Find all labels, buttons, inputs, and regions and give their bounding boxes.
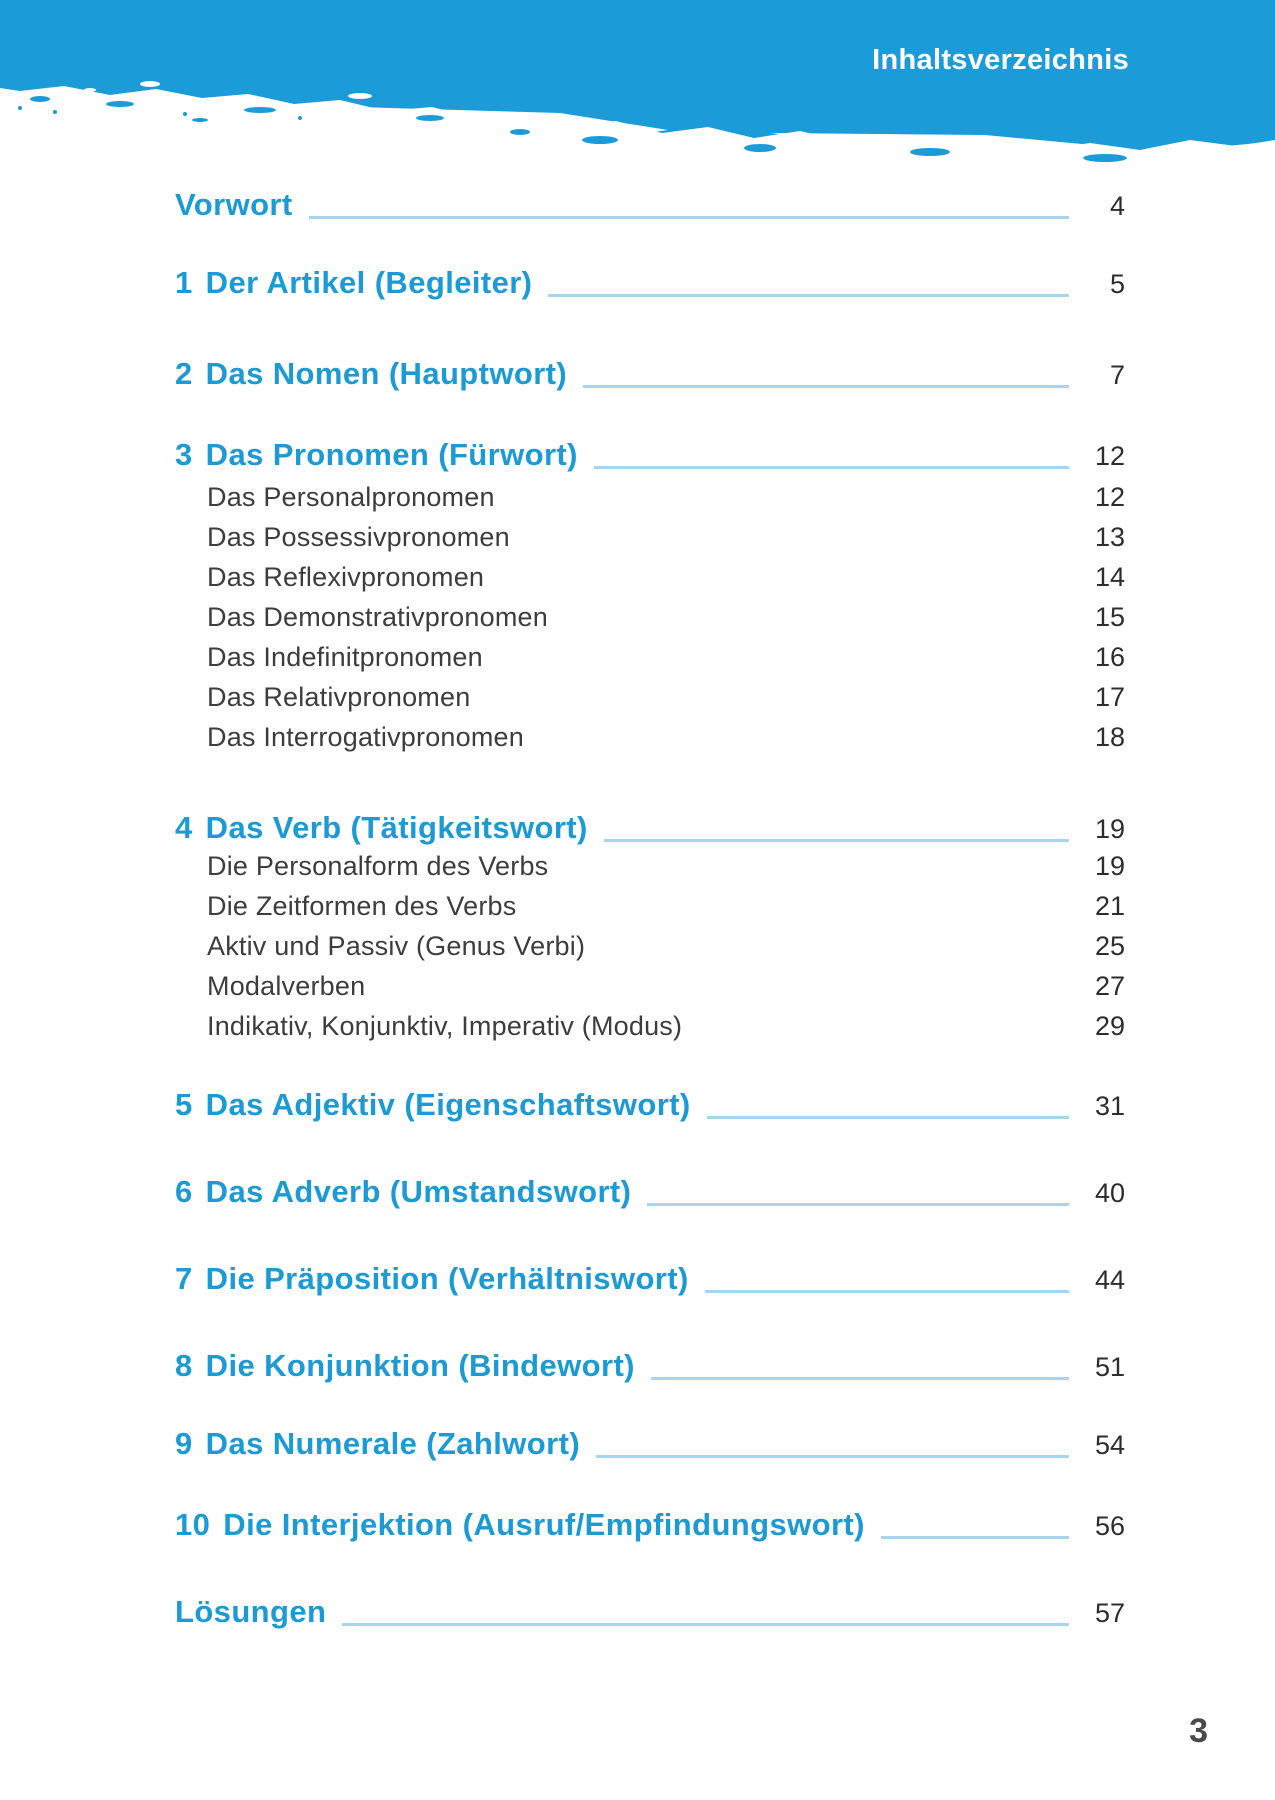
toc-entry-title: Lösungen <box>175 1594 327 1629</box>
toc-subentry-title: Indikativ, Konjunktiv, Imperativ (Modus) <box>207 1011 683 1041</box>
toc-entry-page: 40 <box>1094 1178 1125 1208</box>
toc-subentry-page: 16 <box>1094 642 1125 672</box>
toc-subentry <box>207 602 1125 633</box>
toc-entry-number: 8 <box>175 1348 193 1383</box>
toc-subentry-page: 13 <box>1094 522 1125 552</box>
toc-subentry-title: Das Relativpronomen <box>207 682 471 712</box>
toc-subentry-title: Das Demonstrativpronomen <box>207 602 548 632</box>
toc-subentry-title: Das Indefinitpronomen <box>207 642 483 672</box>
toc-subentry-page: 15 <box>1094 602 1125 632</box>
toc-entry-page: 57 <box>1094 1598 1125 1628</box>
toc-entry-title: Das Nomen (Hauptwort) <box>205 356 568 391</box>
toc-entry-page: 31 <box>1094 1091 1125 1121</box>
toc-subentry <box>207 891 1125 922</box>
toc-subentry <box>207 722 1125 753</box>
toc-entry <box>175 1507 1125 1543</box>
leader-line <box>309 207 1069 219</box>
toc-subentry-page: 17 <box>1094 682 1125 712</box>
toc-subentry-title: Aktiv und Passiv (Genus Verbi) <box>207 931 586 961</box>
toc-subentry <box>207 522 1125 553</box>
toc-subentry <box>207 562 1125 593</box>
toc-subentry-page: 19 <box>1094 851 1125 881</box>
toc-entry-title: Vorwort <box>175 187 293 222</box>
toc-entry-page: 7 <box>1109 360 1125 390</box>
toc-subentry <box>207 682 1125 713</box>
toc-entry-page: 56 <box>1094 1511 1125 1541</box>
toc-entry-number: 4 <box>175 810 193 845</box>
leader-line <box>583 376 1069 388</box>
toc-subentry-page: 21 <box>1094 891 1125 921</box>
toc-entry-title: Das Verb (Tätigkeitswort) <box>205 810 588 845</box>
toc-entry-page: 44 <box>1094 1265 1125 1295</box>
toc-subentry-page: 12 <box>1094 482 1125 512</box>
toc-subentry-page: 14 <box>1094 562 1125 592</box>
toc-entry-number: 10 <box>175 1507 211 1542</box>
toc-subentry-page: 27 <box>1094 971 1125 1001</box>
toc-entry <box>175 1174 1125 1210</box>
toc-entry <box>175 1087 1125 1123</box>
toc-subentry <box>207 482 1125 513</box>
toc-entry-title: Der Artikel (Begleiter) <box>205 265 533 300</box>
toc-entry-number: 2 <box>175 356 193 391</box>
toc-entry-page: 54 <box>1094 1430 1125 1460</box>
toc-entry <box>175 437 1125 473</box>
leader-line <box>707 1107 1069 1119</box>
toc-subentry-page: 18 <box>1094 722 1125 752</box>
toc-subentry-title: Das Possessivpronomen <box>207 522 510 552</box>
toc-entry-title: Das Adverb (Umstandswort) <box>205 1174 632 1209</box>
leader-line <box>548 285 1069 297</box>
leader-line <box>594 457 1069 469</box>
toc-entry-page: 4 <box>1109 191 1125 221</box>
toc-entry-page: 51 <box>1094 1352 1125 1382</box>
brush-stroke-graphic <box>0 0 1275 170</box>
toc-entry-number: 6 <box>175 1174 193 1209</box>
leader-line <box>651 1368 1069 1380</box>
toc-entry-title: Die Präposition (Verhältniswort) <box>205 1261 689 1296</box>
leader-line <box>647 1194 1069 1206</box>
leader-line <box>604 830 1069 842</box>
leader-line <box>705 1281 1069 1293</box>
toc-subentry-title: Das Reflexivpronomen <box>207 562 485 592</box>
toc-entry <box>175 356 1125 392</box>
page-header-title: Inhaltsverzeichnis <box>872 44 1129 76</box>
toc-entry-page: 12 <box>1094 441 1125 471</box>
toc-subentry <box>207 1011 1125 1042</box>
folio-page-number: 3 <box>1189 1712 1208 1750</box>
toc-subentry-title: Modalverben <box>207 971 366 1001</box>
toc-subentry-title: Die Personalform des Verbs <box>207 851 549 881</box>
toc-entry-number: 3 <box>175 437 193 472</box>
toc-entry-title: Das Pronomen (Fürwort) <box>205 437 578 472</box>
toc-subentry <box>207 851 1125 882</box>
toc-entry-number: 1 <box>175 265 193 300</box>
toc-subentry-title: Die Zeitformen des Verbs <box>207 891 517 921</box>
toc-subentry <box>207 642 1125 673</box>
toc-entry-title: Das Adjektiv (Eigenschaftswort) <box>205 1087 691 1122</box>
leader-line <box>881 1527 1069 1539</box>
toc-entry <box>175 1594 1125 1630</box>
toc-entry-title: Das Numerale (Zahlwort) <box>205 1426 581 1461</box>
toc-entry <box>175 1348 1125 1384</box>
toc-entry <box>175 810 1125 846</box>
toc-entry-title: Die Konjunktion (Bindewort) <box>205 1348 635 1383</box>
leader-line <box>342 1614 1069 1626</box>
leader-line <box>596 1446 1069 1458</box>
toc-subentry <box>207 931 1125 962</box>
toc-entry <box>175 187 1125 223</box>
toc-entry <box>175 1426 1125 1462</box>
toc-entry-page: 19 <box>1094 814 1125 844</box>
toc-subentry-title: Das Interrogativpronomen <box>207 722 524 752</box>
toc-entry-page: 5 <box>1109 269 1125 299</box>
toc-entry-number: 7 <box>175 1261 193 1296</box>
toc-subentry-page: 29 <box>1094 1011 1125 1041</box>
toc-entry-title: Die Interjektion (Ausruf/Empfindungswort) <box>223 1507 865 1542</box>
toc-entry-number: 9 <box>175 1426 193 1461</box>
toc-entry <box>175 1261 1125 1297</box>
toc-entry-number: 5 <box>175 1087 193 1122</box>
toc-subentry-title: Das Personalpronomen <box>207 482 495 512</box>
header-brush-band <box>0 0 1275 170</box>
toc-entry <box>175 265 1125 301</box>
toc-subentry-page: 25 <box>1094 931 1125 961</box>
toc-subentry <box>207 971 1125 1002</box>
